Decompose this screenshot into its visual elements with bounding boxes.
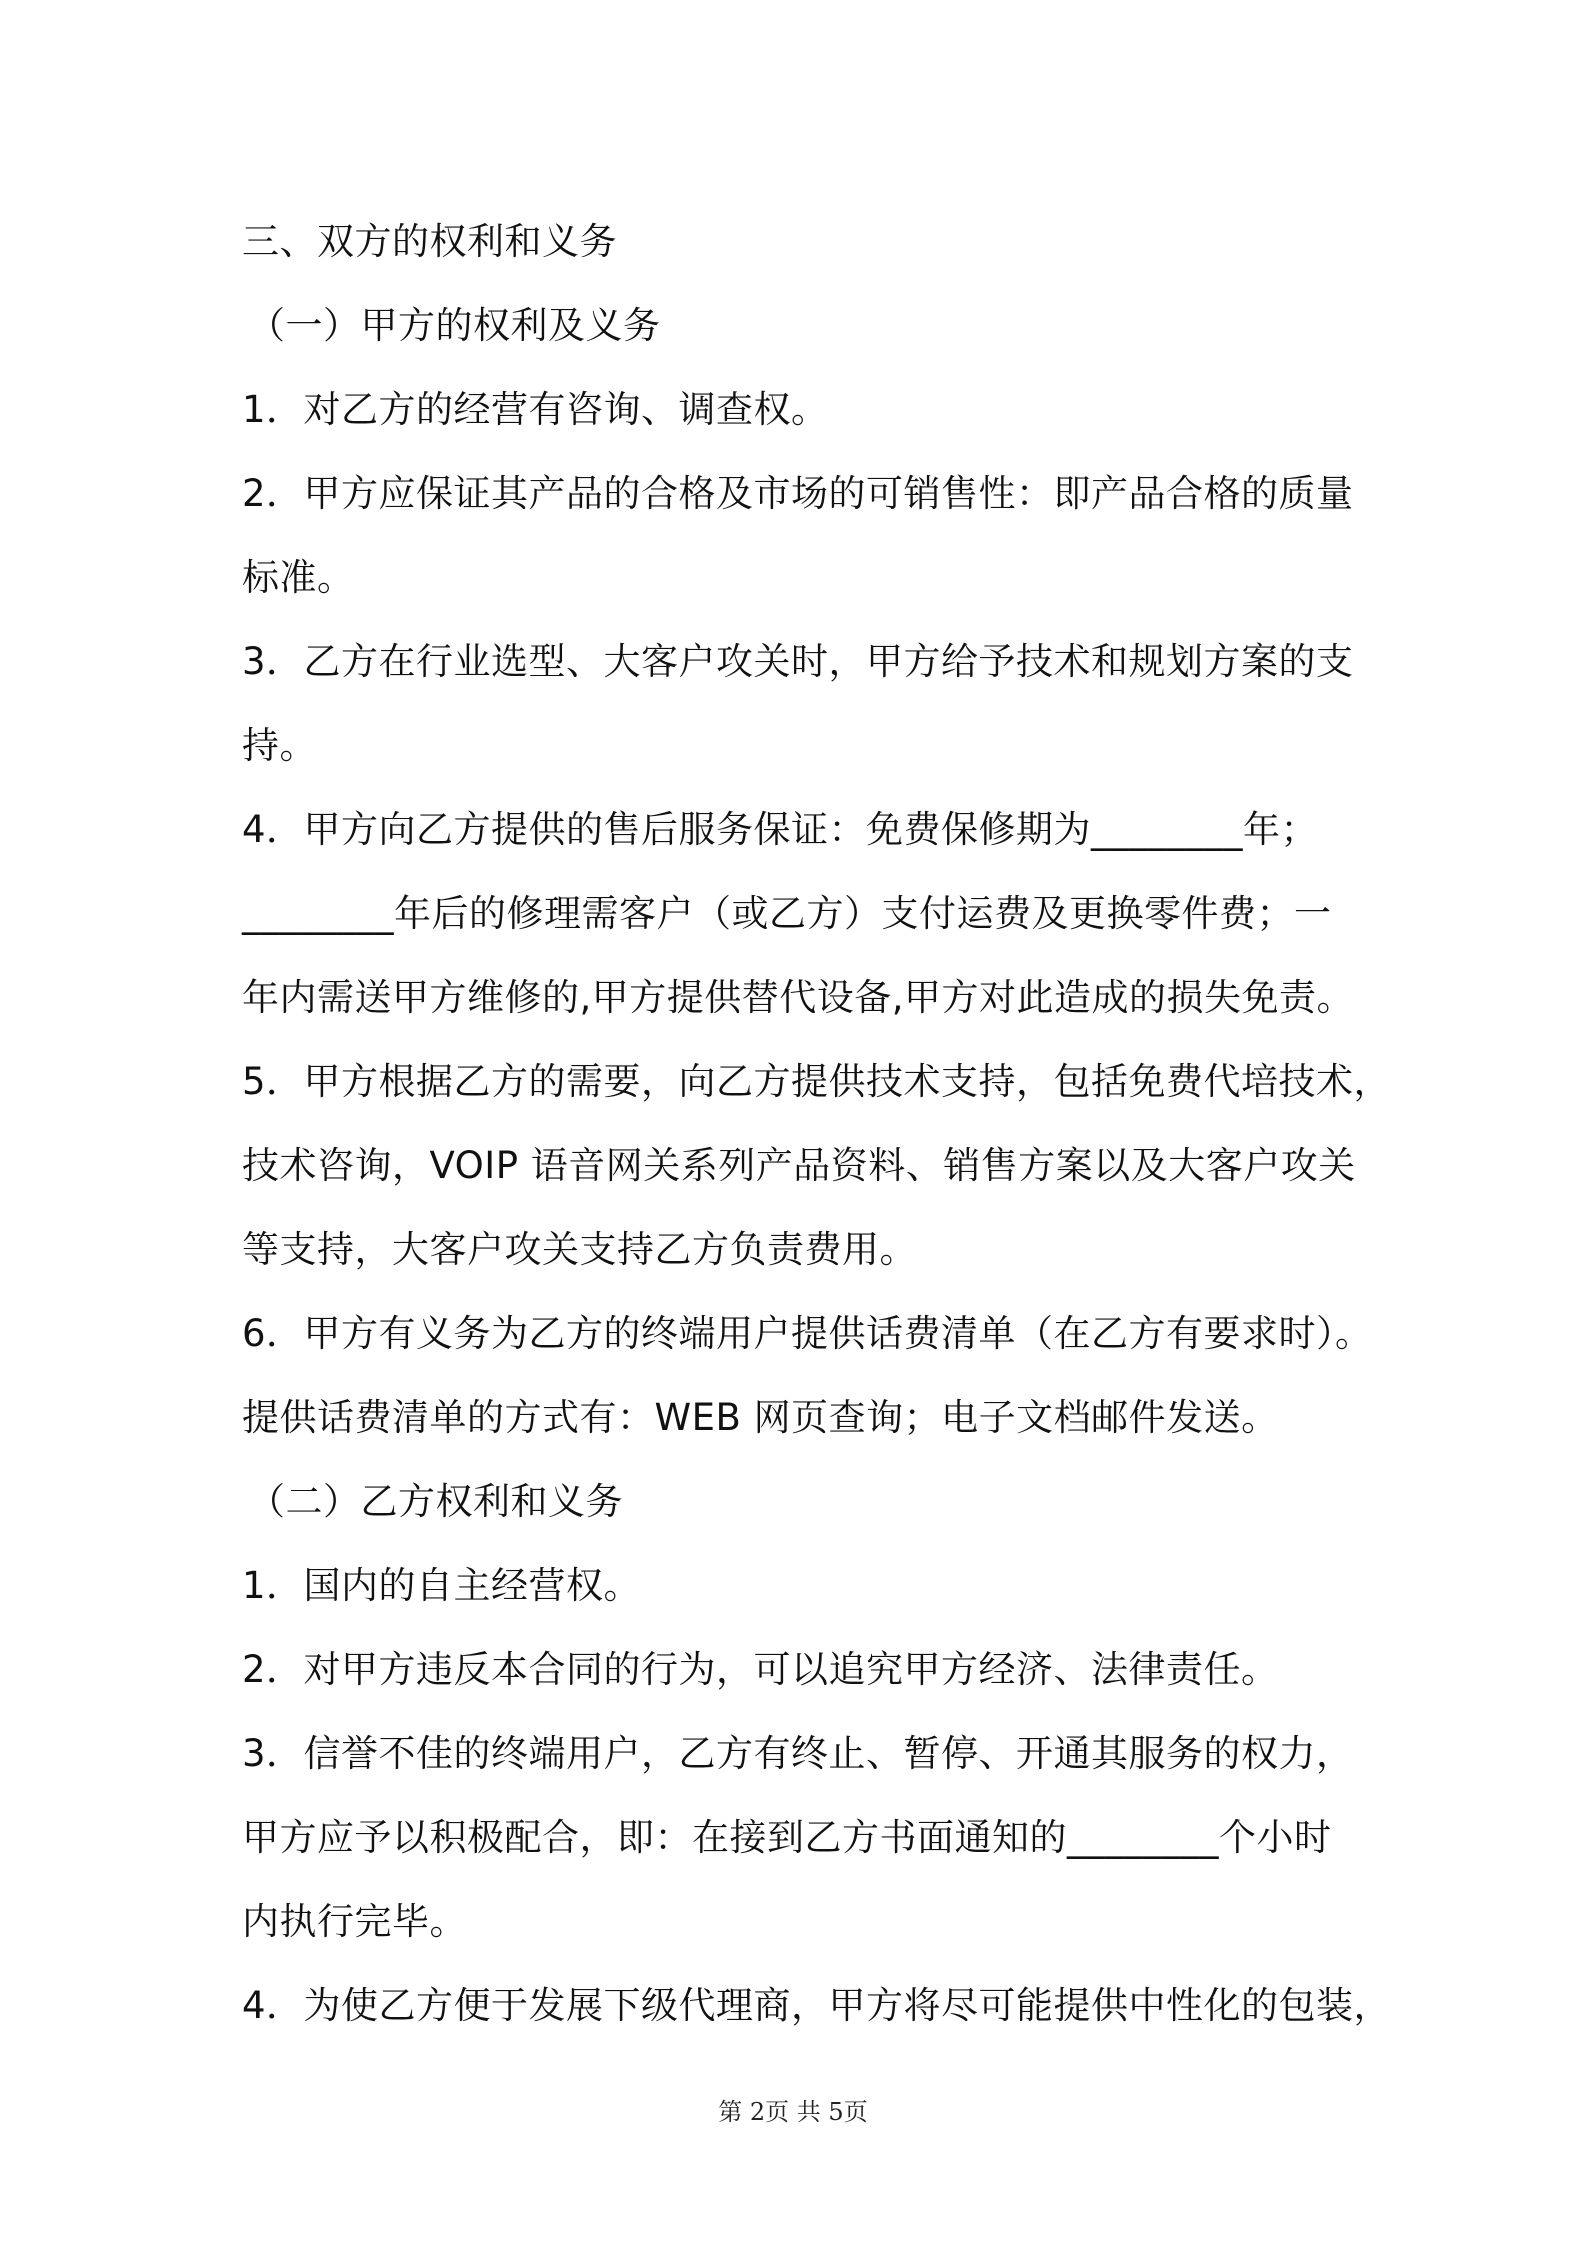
paragraph-line: 3．乙方在行业选型、大客户攻关时，甲方给予技术和规划方案的支 [242, 640, 1354, 683]
paragraph-line: 4．为使乙方便于发展下级代理商，甲方将尽可能提供中性化的包装， [242, 1984, 1392, 2027]
paragraph-line: 6．甲方有义务为乙方的终端用户提供话费清单（在乙方有要求时）。 [242, 1312, 1373, 1355]
paragraph-line: 标准。 [242, 556, 355, 599]
paragraph-line: 内执行完毕。 [242, 1900, 467, 1943]
document-body [242, 200, 1392, 2048]
paragraph-line: 2．对甲方违反本合同的行为，可以追究甲方经济、法律责任。 [242, 1648, 1279, 1691]
paragraph-line: ________年后的修理需客户（或乙方）支付运费及更换零件费；一 [242, 892, 1332, 935]
paragraph-line: 3．信誉不佳的终端用户，乙方有终止、暂停、开通其服务的权力， [242, 1732, 1354, 1775]
paragraph-line: 持。 [242, 724, 317, 767]
paragraph-line: 2．甲方应保证其产品的合格及市场的可销售性：即产品合格的质量 [242, 472, 1354, 515]
paragraph-line: 等支持，大客户攻关支持乙方负责费用。 [242, 1228, 917, 1271]
paragraph-line: 甲方应予以积极配合，即：在接到乙方书面通知的________个小时 [242, 1816, 1332, 1859]
paragraph-line: 4．甲方向乙方提供的售后服务保证：免费保修期为________年； [242, 808, 1319, 851]
paragraph-line: 提供话费清单的方式有：WEB 网页查询；电子文档邮件发送。 [242, 1396, 1279, 1439]
subsection-heading: （一）甲方的权利及义务 [248, 304, 661, 347]
paragraph-line: 年内需送甲方维修的,甲方提供替代设备,甲方对此造成的损失免责。 [242, 976, 1355, 1019]
section-heading: 三、双方的权利和义务 [242, 220, 617, 263]
subsection-heading: （二）乙方权利和义务 [248, 1480, 623, 1523]
paragraph-line: 5．甲方根据乙方的需要，向乙方提供技术支持，包括免费代培技术， [242, 1060, 1392, 1103]
page-number-footer: 第 2页 共 5页 [718, 2098, 868, 2126]
paragraph-line: 1．对乙方的经营有咨询、调查权。 [242, 388, 829, 431]
paragraph-line: 1．国内的自主经营权。 [242, 1564, 642, 1607]
paragraph-line: 技术咨询，VOIP 语音网关系列产品资料、销售方案以及大客户攻关 [242, 1144, 1356, 1187]
